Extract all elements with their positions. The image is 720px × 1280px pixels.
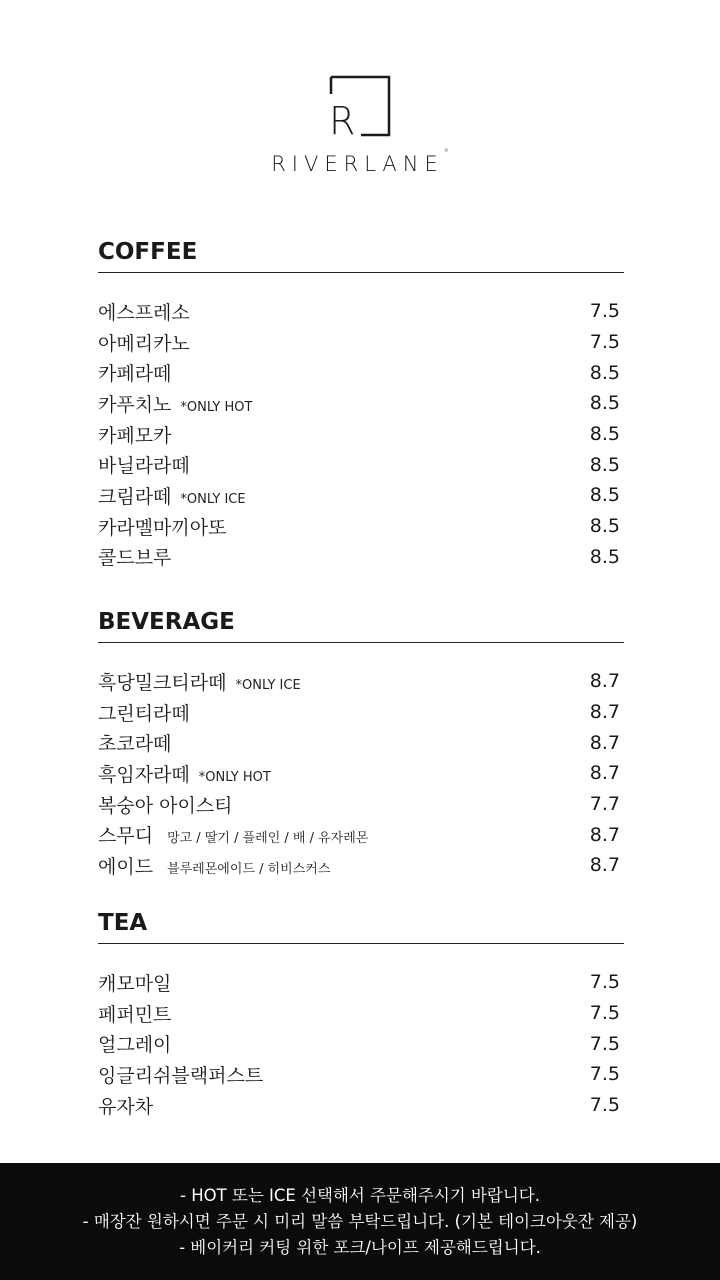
menu-item bbox=[98, 388, 624, 419]
menu-item-name: 카페모카 bbox=[98, 424, 172, 447]
logo-letter: R bbox=[329, 99, 356, 138]
menu-item-note: 망고 / 딸기 / 플레인 / 배 / 유자레몬 bbox=[167, 831, 369, 847]
menu-item-name-group bbox=[98, 513, 235, 540]
menu-item-name-group bbox=[98, 969, 180, 996]
menu-item-name: 크림라떼 bbox=[98, 485, 172, 508]
menu-item-name: 스무디 bbox=[98, 825, 154, 848]
menu-item-name: 카라멜마끼아또 bbox=[98, 516, 227, 539]
menu-item bbox=[98, 296, 624, 327]
menu-item-price: 8.7 bbox=[589, 701, 620, 724]
menu-item-name-group bbox=[98, 760, 271, 787]
menu-item-name-group bbox=[98, 1030, 180, 1057]
menu-item-name-group bbox=[98, 482, 246, 509]
menu-item bbox=[98, 419, 624, 450]
menu-item-price: 7.5 bbox=[589, 971, 620, 994]
section-tea bbox=[98, 903, 624, 1120]
menu-item bbox=[98, 819, 624, 850]
menu-item-name-group bbox=[98, 421, 180, 448]
menu-item-price: 8.5 bbox=[589, 361, 620, 384]
footer-line: - 베이커리 커팅 위한 포크/나이프 제공해드립니다. bbox=[179, 1238, 541, 1257]
menu-item-name-group bbox=[98, 729, 180, 756]
footer-notice bbox=[0, 1163, 720, 1280]
menu-item-price: 7.5 bbox=[589, 1032, 620, 1055]
menu-item-price: 8.7 bbox=[589, 670, 620, 693]
menu-item-price: 8.7 bbox=[589, 854, 620, 877]
menu-item bbox=[98, 1059, 624, 1090]
section-title: BEVERAGE bbox=[98, 602, 624, 643]
menu-item-price: 8.5 bbox=[589, 423, 620, 446]
menu-item-price: 7.5 bbox=[589, 1094, 620, 1117]
menu-item-name-group bbox=[98, 1092, 162, 1119]
menu-item-name: 얼그레이 bbox=[98, 1034, 172, 1057]
menu-item bbox=[98, 998, 624, 1029]
menu-item-name-group bbox=[98, 298, 199, 325]
menu-item-name-group bbox=[98, 821, 368, 848]
menu-item-name: 카페라떼 bbox=[98, 363, 172, 386]
menu-item-note: *ONLY ICE bbox=[180, 491, 246, 507]
menu-item-price: 8.7 bbox=[589, 762, 620, 785]
menu-item-name-group bbox=[98, 668, 301, 695]
footer-line: - 매장잔 원하시면 주문 시 미리 말씀 부탁드립니다. (기본 테이크아웃잔 제공) bbox=[82, 1212, 638, 1231]
menu-item-name-group bbox=[98, 852, 330, 879]
menu-item-name: 흑임자라떼 bbox=[98, 763, 190, 786]
menu-item-name: 잉글리쉬블랙퍼스트 bbox=[98, 1064, 264, 1087]
section-title: COFFEE bbox=[98, 232, 624, 273]
menu-list bbox=[98, 666, 624, 881]
menu-item-price: 8.5 bbox=[589, 545, 620, 568]
menu-item-name: 그린티라떼 bbox=[98, 702, 190, 725]
menu-item bbox=[98, 511, 624, 542]
menu-item-name: 에스프레소 bbox=[98, 301, 190, 324]
menu-item-note: *ONLY HOT bbox=[180, 399, 253, 415]
menu-item-name: 페퍼민트 bbox=[98, 1003, 172, 1026]
menu-item-price: 7.5 bbox=[589, 300, 620, 323]
menu-item bbox=[98, 850, 624, 881]
menu-list bbox=[98, 967, 624, 1120]
menu-item-name-group bbox=[98, 329, 199, 356]
menu-item bbox=[98, 327, 624, 358]
menu-item-price: 8.5 bbox=[589, 392, 620, 415]
menu-item-note: *ONLY HOT bbox=[198, 769, 271, 785]
section-beverage bbox=[98, 602, 624, 881]
menu-item-name: 유자차 bbox=[98, 1095, 154, 1118]
menu-item-price: 7.7 bbox=[589, 793, 620, 816]
menu-item-price: 8.7 bbox=[589, 731, 620, 754]
section-coffee bbox=[98, 232, 624, 572]
brand-mark: ° bbox=[443, 148, 449, 159]
menu-item-name: 카푸치노 bbox=[98, 393, 172, 416]
menu-item bbox=[98, 449, 624, 480]
menu-item bbox=[98, 1090, 624, 1121]
menu-item-price: 8.5 bbox=[589, 453, 620, 476]
footer-line: - HOT 또는 ICE 선택해서 주문해주시기 바랍니다. bbox=[180, 1186, 540, 1205]
menu-item-name: 아메리카노 bbox=[98, 332, 190, 355]
menu-item-name: 에이드 bbox=[98, 855, 154, 878]
menu-item-name: 콜드브루 bbox=[98, 547, 172, 570]
logo-mark-icon bbox=[328, 74, 392, 138]
menu-item-note: 블루레몬에이드 / 히비스커스 bbox=[167, 861, 331, 877]
section-title: TEA bbox=[98, 903, 624, 944]
menu-item-price: 8.5 bbox=[589, 484, 620, 507]
menu-list bbox=[98, 296, 624, 572]
menu-item-price: 8.7 bbox=[589, 823, 620, 846]
menu-item-name: 바닐라라떼 bbox=[98, 455, 190, 478]
menu-item-name-group bbox=[98, 1000, 180, 1027]
menu-item-name: 캐모마일 bbox=[98, 972, 172, 995]
menu-item-note: *ONLY ICE bbox=[235, 677, 301, 693]
menu-item bbox=[98, 480, 624, 511]
brand-name: RIVERLANE° bbox=[271, 148, 449, 176]
menu-item bbox=[98, 697, 624, 728]
brand-logo bbox=[0, 74, 720, 176]
menu-item-name: 흑당밀크티라떼 bbox=[98, 671, 227, 694]
menu-item-price: 7.5 bbox=[589, 1063, 620, 1086]
menu-item bbox=[98, 789, 624, 820]
menu-item-name-group bbox=[98, 543, 180, 570]
menu-item-price: 8.5 bbox=[589, 515, 620, 538]
menu-item-name-group bbox=[98, 1061, 272, 1088]
menu-item-name-group bbox=[98, 451, 199, 478]
menu-item-name-group bbox=[98, 699, 199, 726]
menu-item bbox=[98, 666, 624, 697]
menu-item bbox=[98, 727, 624, 758]
menu-item-price: 7.5 bbox=[589, 331, 620, 354]
menu-item-name: 초코라떼 bbox=[98, 733, 172, 756]
menu-item bbox=[98, 357, 624, 388]
menu-item-name-group bbox=[98, 390, 252, 417]
menu-item-name-group bbox=[98, 791, 242, 818]
menu-item-price: 7.5 bbox=[589, 1002, 620, 1025]
menu-item-name-group bbox=[98, 359, 180, 386]
menu-item bbox=[98, 967, 624, 998]
menu-item bbox=[98, 542, 624, 573]
menu-item bbox=[98, 1028, 624, 1059]
menu-item bbox=[98, 758, 624, 789]
menu-item-name: 복숭아 아이스티 bbox=[98, 794, 233, 817]
